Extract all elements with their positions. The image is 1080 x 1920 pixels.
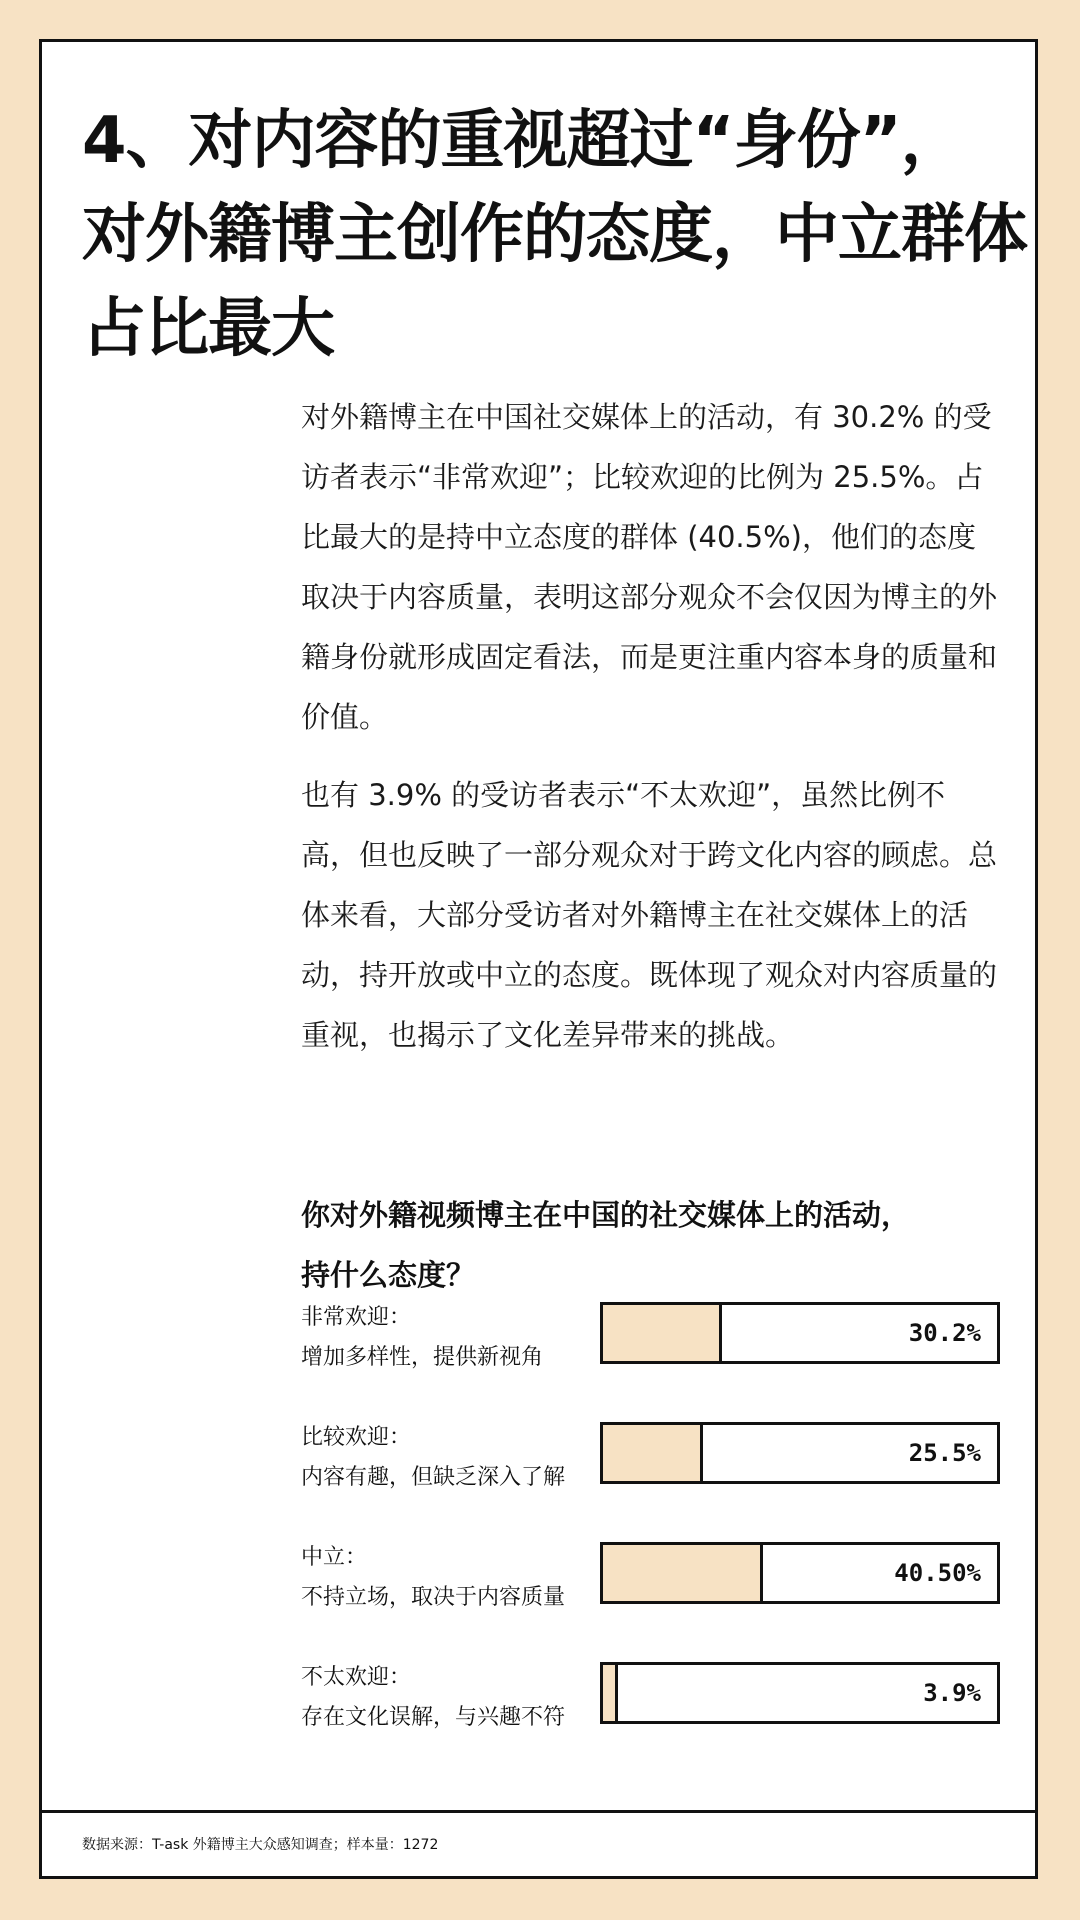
title-line: 占比最大 [82, 292, 334, 366]
category-label [301, 1418, 601, 1498]
body-text [301, 387, 1001, 1083]
category-description: 不持立场，取决于内容质量 [301, 1585, 566, 1610]
category-name: 中立： [301, 1545, 368, 1570]
category-name: 非常欢迎： [301, 1305, 412, 1330]
bar-value-label: 40.50% [894, 1559, 981, 1587]
category-description: 内容有趣，但缺乏深入了解 [301, 1465, 566, 1490]
category-label [301, 1298, 601, 1378]
paragraph: 对外籍博主在中国社交媒体上的活动，有 30.2% 的受访者表示“非常欢迎”；比较欢迎的比例为 25.5%。占比最大的是持中立态度的群体 (40.5%)，他们的态度取决于内容质量，表明这部分观众不会仅因为博主的外籍身份就形成固定看法，而是更注重内容本身的质量和价值。 [301, 400, 998, 734]
bar-value-label: 30.2% [908, 1319, 981, 1347]
bar-track [600, 1302, 1000, 1364]
bar-row-neutral [301, 1538, 1001, 1658]
bar-chart [301, 1298, 1001, 1778]
bar-track [600, 1542, 1000, 1604]
bar-fill [603, 1545, 763, 1601]
bar-value-label: 25.5% [908, 1439, 981, 1467]
data-source-note: 数据来源：T-ask 外籍博主大众感知调查；样本量：1272 [82, 1837, 439, 1853]
category-label [301, 1658, 601, 1738]
page-title [82, 94, 1027, 376]
bar-row-not-welcome [301, 1658, 1001, 1778]
bar-row-very-welcome [301, 1298, 1001, 1418]
title-line: 4、对内容的重视超过“身份”， [82, 104, 964, 178]
bar-row-welcome [301, 1418, 1001, 1538]
category-name: 比较欢迎： [301, 1425, 412, 1450]
paragraph: 也有 3.9% 的受访者表示“不太欢迎”，虽然比例不高，但也反映了一部分观众对于跨文化内容的顾虑。总体来看，大部分受访者对外籍博主在社交媒体上的活动，持开放或中立的态度。既体现了观众对内容质量的重视，也揭示了文化差异带来的挑战。 [301, 778, 998, 1052]
chart-title-line: 持什么态度？ [301, 1258, 476, 1292]
category-description: 存在文化误解，与兴趣不符 [301, 1705, 566, 1730]
bar-fill [603, 1305, 722, 1361]
bar-value-label: 3.9% [923, 1679, 981, 1707]
bar-track [600, 1422, 1000, 1484]
category-name: 不太欢迎： [301, 1665, 412, 1690]
bar-fill [603, 1665, 618, 1721]
chart-title-line: 你对外籍视频博主在中国的社交媒体上的活动， [301, 1198, 911, 1232]
chart-title [301, 1185, 1001, 1305]
bar-fill [603, 1425, 703, 1481]
title-line: 对外籍博主创作的态度，中立群体 [82, 198, 1027, 272]
bar-track [600, 1662, 1000, 1724]
infographic-card [39, 39, 1038, 1879]
category-label [301, 1538, 601, 1618]
category-description: 增加多样性，提供新视角 [301, 1345, 544, 1370]
footer-divider [42, 1810, 1035, 1813]
